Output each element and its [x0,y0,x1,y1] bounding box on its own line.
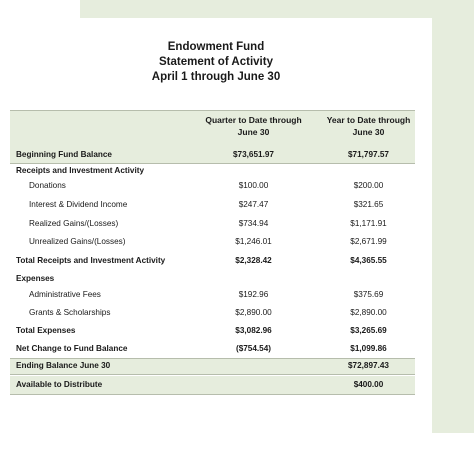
table-row [0,199,432,211]
table-row [0,165,432,177]
row-ytd: $1,171.91 [350,219,387,228]
table-row [0,379,432,391]
row-qtd: $73,651.97 [233,150,274,159]
column-header-qtd-line1: Quarter to Date through [205,115,302,125]
row-label: Donations [29,181,66,190]
row-ytd: $2,890.00 [350,308,387,317]
table-row [0,218,432,230]
row-label: Administrative Fees [29,290,101,299]
table-row [0,255,432,267]
report-title [0,40,432,85]
statement-sheet [0,18,432,450]
row-label: Realized Gains/(Losses) [29,219,119,228]
row-ytd: $4,365.55 [350,256,387,265]
row-label: Grants & Scholarships [29,308,111,317]
title-fund-name: Endowment Fund [167,41,265,53]
row-label: Net Change to Fund Balance [16,344,128,353]
column-header-qtd [196,114,311,138]
column-header-ytd-line2: June 30 [352,127,385,137]
column-header-ytd [311,114,426,138]
table-row [0,149,432,161]
row-ytd: $200.00 [353,181,384,190]
row-qtd: $3,082.96 [235,326,272,335]
row-divider [10,374,415,375]
row-divider [10,163,415,164]
row-label: Available to Distribute [16,380,103,389]
column-header-ytd-line1: Year to Date through [326,115,411,125]
row-qtd: $2,328.42 [235,256,272,265]
row-label: Unrealized Gains/(Losses) [29,237,126,246]
row-ytd: $321.65 [353,200,384,209]
row-ytd: $3,265.69 [350,326,387,335]
row-ytd: $71,797.57 [348,150,389,159]
row-qtd: ($754.54) [235,344,272,353]
table-row [0,236,432,248]
row-label: Total Receipts and Investment Activity [16,256,166,265]
row-label: Expenses [16,274,55,283]
table-row [0,180,432,192]
table-row [0,289,432,301]
row-qtd: $1,246.01 [235,237,272,246]
row-divider [10,394,415,395]
row-divider [10,358,415,359]
row-qtd: $2,890.00 [235,308,272,317]
table-row [0,307,432,319]
title-statement: Statement of Activity [159,56,273,68]
table-row [0,325,432,337]
row-qtd: $100.00 [238,181,269,190]
row-ytd: $72,897.43 [348,361,389,370]
table-row [0,360,432,372]
row-qtd: $734.94 [238,219,269,228]
row-ytd: $2,671.99 [350,237,387,246]
row-ytd: $375.69 [353,290,384,299]
row-label: Ending Balance June 30 [16,361,111,370]
row-qtd: $247.47 [238,200,269,209]
table-row [0,343,432,355]
row-qtd: $192.96 [238,290,269,299]
row-label: Receipts and Investment Activity [16,166,145,175]
row-ytd: $1,099.86 [350,344,387,353]
table-row [0,273,432,285]
row-ytd: $400.00 [353,380,384,389]
row-label: Interest & Dividend Income [29,200,128,209]
column-header-qtd-line2: June 30 [237,127,270,137]
title-period: April 1 through June 30 [151,71,281,83]
row-label: Beginning Fund Balance [16,150,112,159]
row-label: Total Expenses [16,326,76,335]
